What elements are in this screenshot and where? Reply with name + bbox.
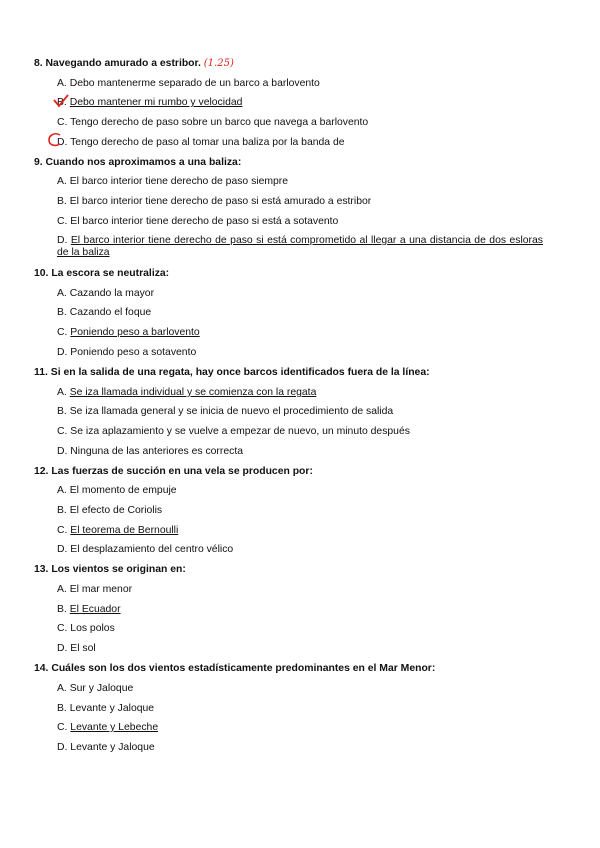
q13-option-d[interactable]: D. El sol bbox=[57, 643, 96, 654]
q12-option-a[interactable]: A. El momento de empuje bbox=[57, 485, 177, 496]
q14-option-b[interactable]: B. Levante y Jaloque bbox=[57, 703, 155, 714]
question-10-title: 10. La escora se neutraliza: bbox=[34, 268, 170, 279]
q11-option-d[interactable]: D. Ninguna de las anteriores es correcta bbox=[57, 446, 243, 457]
q11-option-b[interactable]: B. Se iza llamada general y se inicia de nuevo el procedimiento de salida bbox=[57, 406, 394, 417]
q9-option-b[interactable]: B. El barco interior tiene derecho de paso si está amurado a estribor bbox=[57, 196, 372, 207]
q12-option-b[interactable]: B. El efecto de Coriolis bbox=[57, 505, 163, 516]
q14-option-a[interactable]: A. Sur y Jaloque bbox=[57, 683, 134, 694]
q10-option-a[interactable]: A. Cazando la mayor bbox=[57, 288, 155, 299]
q10-option-c[interactable]: C. Poniendo peso a barlovento bbox=[57, 327, 200, 338]
q13-option-c[interactable]: C. Los polos bbox=[57, 623, 115, 634]
question-14-title: 14. Cuáles son los dos vientos estadísticamente predominantes en el Mar Menor: bbox=[34, 663, 436, 674]
q14-option-c[interactable]: C. Levante y Lebeche bbox=[57, 722, 159, 733]
q9-option-c[interactable]: C. El barco interior tiene derecho de paso si está a sotavento bbox=[57, 216, 339, 227]
question-11-title: 11. Si en la salida de una regata, hay once barcos identificados fuera de la línea: bbox=[34, 367, 430, 378]
q8-option-a[interactable]: A. Debo mantenerme separado de un barco a barlovento bbox=[57, 78, 320, 89]
q12-option-d[interactable]: D. El desplazamiento del centro vélico bbox=[57, 544, 234, 555]
q9-option-d[interactable]: D. El barco interior tiene derecho de paso si está comprometido al llegar a una distancia de dos esloras de la baliza bbox=[57, 235, 543, 258]
q8-option-d[interactable]: D. Tengo derecho de paso al tomar una baliza por la banda de bbox=[57, 137, 345, 148]
question-12-title: 12. Las fuerzas de succión en una vela se producen por: bbox=[34, 466, 313, 477]
question-13-title: 13. Los vientos se originan en: bbox=[34, 564, 186, 575]
q8-option-c[interactable]: C. Tengo derecho de paso sobre un barco que navega a barlovento bbox=[57, 117, 369, 128]
q9-option-a[interactable]: A. El barco interior tiene derecho de paso siempre bbox=[57, 176, 289, 187]
q12-option-c[interactable]: C. El teorema de Bernoulli bbox=[57, 525, 179, 536]
q11-option-a[interactable]: A. Se iza llamada individual y se comienza con la regata bbox=[57, 387, 317, 398]
question-9-title: 9. Cuando nos aproximamos a una baliza: bbox=[34, 157, 242, 168]
q11-option-c[interactable]: C. Se iza aplazamiento y se vuelve a empezar de nuevo, un minuto después bbox=[57, 426, 410, 437]
score-annotation: (1.25) bbox=[203, 58, 234, 69]
q10-option-d[interactable]: D. Poniendo peso a sotavento bbox=[57, 347, 197, 358]
q14-option-d[interactable]: D. Levante y Jaloque bbox=[57, 742, 155, 753]
q8-option-b[interactable]: B. Debo mantener mi rumbo y velocidad bbox=[57, 97, 243, 108]
q10-option-b[interactable]: B. Cazando el foque bbox=[57, 307, 152, 318]
question-8-title: 8. Navegando amurado a estribor. (1.25) bbox=[34, 58, 234, 69]
q13-option-b[interactable]: B. El Ecuador bbox=[57, 604, 121, 615]
q13-option-a[interactable]: A. El mar menor bbox=[57, 584, 133, 595]
